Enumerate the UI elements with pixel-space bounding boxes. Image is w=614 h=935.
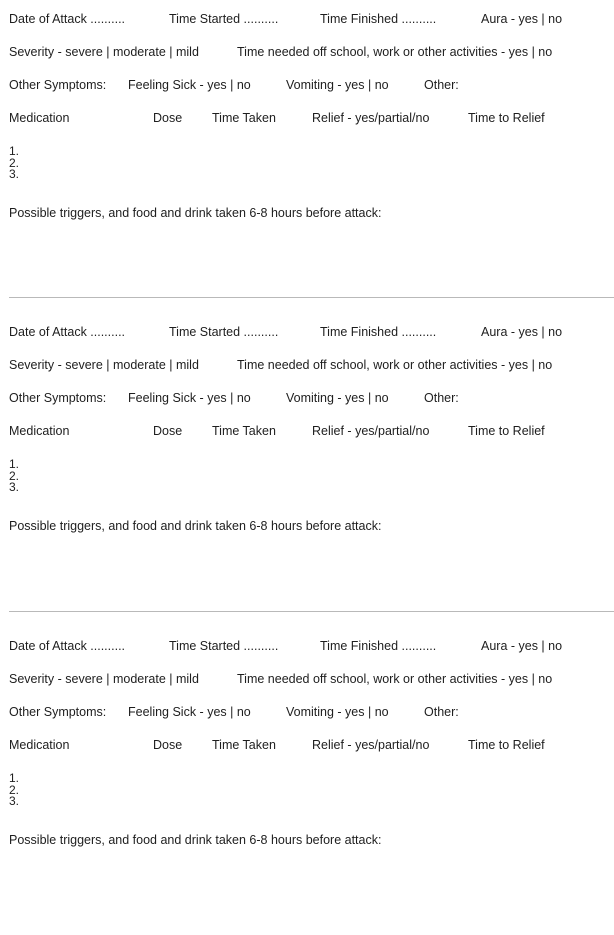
feeling-sick-field[interactable]: Feeling Sick - yes | no xyxy=(128,391,251,405)
medication-header: Medication xyxy=(9,424,70,438)
time-off-field[interactable]: Time needed off school, work or other activities - yes | no xyxy=(237,672,553,686)
triggers-field[interactable]: Possible triggers, and food and drink taken 6-8 hours before attack: xyxy=(9,519,382,533)
other-symptoms-label: Other Symptoms: xyxy=(9,391,107,405)
vomiting-field[interactable]: Vomiting - yes | no xyxy=(286,705,389,719)
time-taken-header: Time Taken xyxy=(212,424,276,438)
medication-row-3[interactable]: 3. xyxy=(9,167,20,181)
other-symptoms-label: Other Symptoms: xyxy=(9,78,107,92)
aura-field[interactable]: Aura - yes | no xyxy=(481,639,563,653)
time-started-field[interactable]: Time Started .......... xyxy=(169,12,279,26)
feeling-sick-field[interactable]: Feeling Sick - yes | no xyxy=(128,78,251,92)
attack-entry-2 xyxy=(0,313,614,603)
relief-header: Relief - yes/partial/no xyxy=(312,111,430,125)
medication-row-2[interactable]: 2. xyxy=(9,468,20,483)
medication-rows xyxy=(9,773,19,808)
other-symptom-field[interactable]: Other: xyxy=(424,78,459,92)
time-finished-field[interactable]: Time Finished .......... xyxy=(320,12,437,26)
triggers-field[interactable]: Possible triggers, and food and drink taken 6-8 hours before attack: xyxy=(9,206,382,220)
dose-header: Dose xyxy=(153,111,183,125)
severity-field[interactable]: Severity - severe | moderate | mild xyxy=(9,358,199,372)
date-of-attack-field[interactable]: Date of Attack .......... xyxy=(9,325,126,339)
time-started-field[interactable]: Time Started .......... xyxy=(169,639,279,653)
time-taken-header: Time Taken xyxy=(212,738,276,752)
medication-row-1[interactable]: 1. xyxy=(9,144,20,158)
time-off-field[interactable]: Time needed off school, work or other activities - yes | no xyxy=(237,358,553,372)
dose-header: Dose xyxy=(153,424,183,438)
medication-header: Medication xyxy=(9,738,70,752)
medication-rows xyxy=(9,459,19,494)
date-of-attack-field[interactable]: Date of Attack .......... xyxy=(9,12,126,26)
medication-row-1[interactable]: 1. xyxy=(9,457,20,471)
other-symptom-field[interactable]: Other: xyxy=(424,705,459,719)
medication-row-1[interactable]: 1. xyxy=(9,771,20,785)
other-symptom-field[interactable]: Other: xyxy=(424,391,459,405)
relief-header: Relief - yes/partial/no xyxy=(312,738,430,752)
time-started-field[interactable]: Time Started .......... xyxy=(169,325,279,339)
attack-entry-1 xyxy=(0,0,614,290)
medication-row-2[interactable]: 2. xyxy=(9,782,20,797)
other-symptoms-label: Other Symptoms: xyxy=(9,705,107,719)
feeling-sick-field[interactable]: Feeling Sick - yes | no xyxy=(128,705,251,719)
medication-rows xyxy=(9,146,19,181)
vomiting-field[interactable]: Vomiting - yes | no xyxy=(286,78,389,92)
time-taken-header: Time Taken xyxy=(212,111,276,125)
medication-row-3[interactable]: 3. xyxy=(9,480,20,494)
time-finished-field[interactable]: Time Finished .......... xyxy=(320,325,437,339)
severity-field[interactable]: Severity - severe | moderate | mild xyxy=(9,672,199,686)
dose-header: Dose xyxy=(153,738,183,752)
relief-header: Relief - yes/partial/no xyxy=(312,424,430,438)
aura-field[interactable]: Aura - yes | no xyxy=(481,325,563,339)
attack-entry-3 xyxy=(0,627,614,917)
aura-field[interactable]: Aura - yes | no xyxy=(481,12,563,26)
entry-divider-2 xyxy=(9,611,614,612)
time-finished-field[interactable]: Time Finished .......... xyxy=(320,639,437,653)
time-off-field[interactable]: Time needed off school, work or other activities - yes | no xyxy=(237,45,553,59)
time-to-relief-header: Time to Relief xyxy=(468,424,545,438)
triggers-field[interactable]: Possible triggers, and food and drink taken 6-8 hours before attack: xyxy=(9,833,382,847)
time-to-relief-header: Time to Relief xyxy=(468,111,545,125)
vomiting-field[interactable]: Vomiting - yes | no xyxy=(286,391,389,405)
severity-field[interactable]: Severity - severe | moderate | mild xyxy=(9,45,199,59)
date-of-attack-field[interactable]: Date of Attack .......... xyxy=(9,639,126,653)
medication-row-3[interactable]: 3. xyxy=(9,794,20,808)
medication-header: Medication xyxy=(9,111,70,125)
entry-divider-1 xyxy=(9,297,614,298)
time-to-relief-header: Time to Relief xyxy=(468,738,545,752)
medication-row-2[interactable]: 2. xyxy=(9,155,20,170)
